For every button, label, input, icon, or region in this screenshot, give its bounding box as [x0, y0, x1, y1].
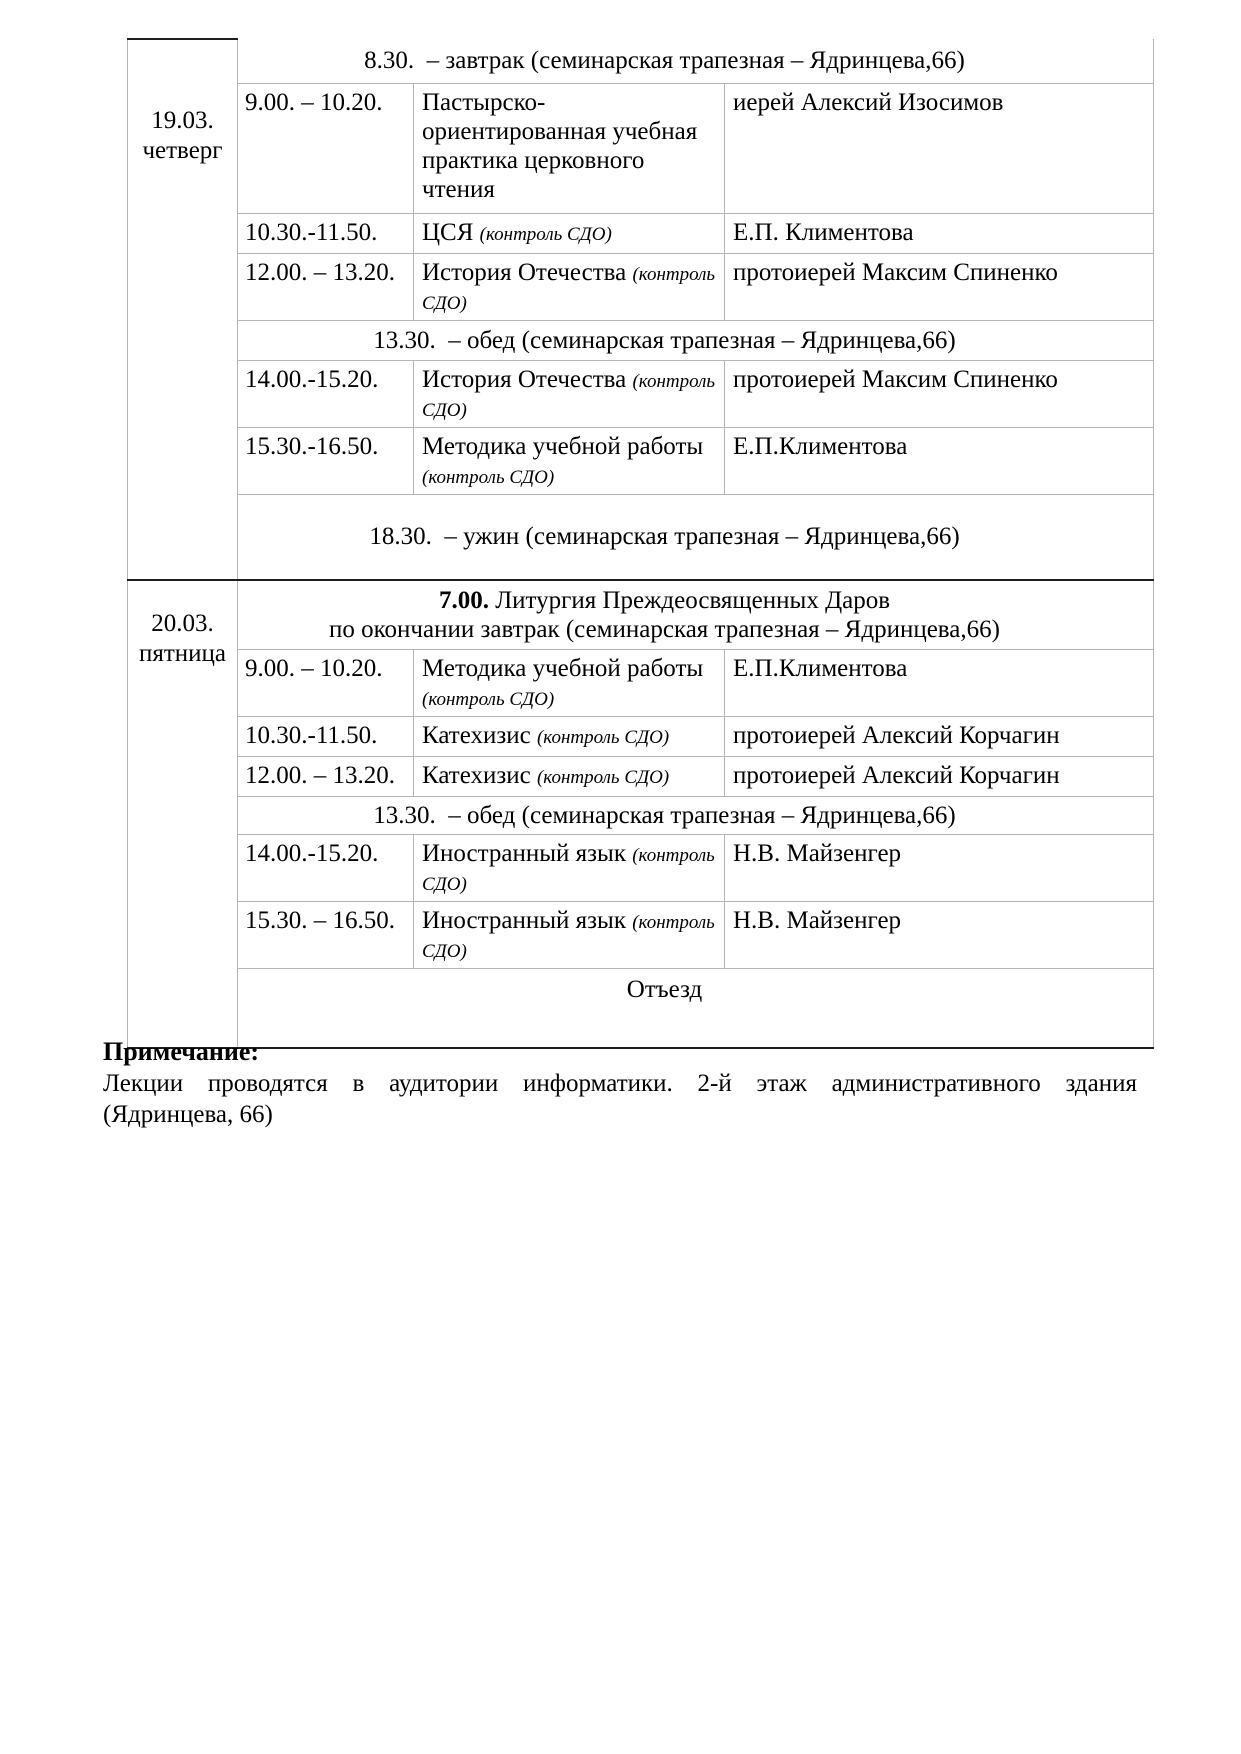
- time-cell: 14.00.-15.20.: [238, 360, 414, 427]
- subject-name: Иностранный язык: [422, 906, 626, 934]
- liturgy-text: Литургия Преждеосвященных Даров: [495, 586, 891, 614]
- time-cell: 12.00. – 13.20.: [238, 756, 414, 796]
- note-block: [103, 1036, 1137, 1130]
- row-dinner-day1: [128, 494, 1154, 580]
- subject-name: Методика учебной работы: [422, 432, 704, 460]
- subject-cell: [414, 649, 725, 716]
- subject-name: Методика учебной работы: [422, 654, 704, 682]
- lesson-row: [128, 83, 1154, 213]
- day-cell-20-03: [128, 580, 238, 1048]
- liturgy-line1: [246, 586, 1083, 615]
- time-cell: 10.30.-11.50.: [238, 213, 414, 253]
- time-cell: 10.30.-11.50.: [238, 716, 414, 756]
- sdo-note: (контроль СДО): [422, 466, 555, 488]
- subject-cell: [414, 253, 725, 320]
- subject-name: История Отечества: [422, 365, 627, 393]
- row-lunch-day1: [128, 320, 1154, 360]
- teacher-cell: Н.В. Майзенгер: [725, 901, 1154, 968]
- lesson-row: [128, 213, 1154, 253]
- time-cell: 9.00. – 10.20.: [238, 83, 414, 213]
- teacher-cell: Е.П.Климентова: [725, 649, 1154, 716]
- subject-name: Катехизис: [422, 721, 531, 749]
- schedule-table: [127, 38, 1154, 1049]
- note-title: Примечание:: [103, 1037, 260, 1066]
- sdo-note: (контроль СДО): [536, 726, 670, 748]
- sdo-note: (контроль СДО): [536, 766, 670, 788]
- day-cell-19-03: [128, 39, 238, 580]
- time-cell: 14.00.-15.20.: [238, 834, 414, 901]
- teacher-cell: протоиерей Максим Спиненко: [725, 360, 1154, 427]
- subject-cell: [414, 360, 725, 427]
- lesson-row: [128, 901, 1154, 968]
- lesson-row: [128, 427, 1154, 494]
- sdo-note: (контроль СДО): [422, 844, 715, 895]
- sdo-note: (контроль СДО): [479, 223, 612, 245]
- sdo-note: (контроль СДО): [422, 370, 716, 421]
- meal-banner-lunch: 13.30. – обед (семинарская трапезная – Ядринцева,66): [238, 320, 1154, 360]
- teacher-cell: иерей Алексий Изосимов: [725, 83, 1154, 213]
- lesson-row: [128, 716, 1154, 756]
- subject-cell: [414, 213, 725, 253]
- subject-cell: [414, 901, 725, 968]
- liturgy-line2: по окончании завтрак (семинарская трапезная – Ядринцева,66): [329, 615, 1000, 643]
- row-lunch-day2: [128, 796, 1154, 834]
- day-date: 20.03.: [151, 610, 214, 637]
- departure-banner: Отъезд: [238, 968, 1154, 1048]
- time-cell: 15.30.-16.50.: [238, 427, 414, 494]
- subject-cell: [414, 834, 725, 901]
- lesson-row: [128, 253, 1154, 320]
- note-text-line1: Лекции проводятся в аудитории информатики. 2-й этаж административного здания: [103, 1070, 1137, 1097]
- sdo-note: (контроль СДО): [422, 911, 715, 962]
- sdo-note: (контроль СДО): [422, 688, 555, 710]
- liturgy-time: 7.00.: [438, 586, 489, 614]
- subject-name: Иностранный язык: [422, 839, 626, 867]
- subject-cell: [414, 427, 725, 494]
- subject-name: ЦСЯ: [422, 218, 474, 246]
- subject-cell: [414, 83, 725, 213]
- teacher-cell: Е.П. Климентова: [725, 213, 1154, 253]
- teacher-cell: протоиерей Максим Спиненко: [725, 253, 1154, 320]
- meal-banner-breakfast: 8.30. – завтрак (семинарская трапезная – Ядринцева,66): [238, 39, 1154, 83]
- lesson-row: [128, 756, 1154, 796]
- day-weekday: пятница: [138, 640, 227, 667]
- teacher-cell: протоиерей Алексий Корчагин: [725, 756, 1154, 796]
- time-cell: 9.00. – 10.20.: [238, 649, 414, 716]
- lesson-row: [128, 360, 1154, 427]
- meal-banner-dinner: 18.30. – ужин (семинарская трапезная – Ядринцева,66): [238, 494, 1154, 580]
- meal-banner-lunch: 13.30. – обед (семинарская трапезная – Ядринцева,66): [238, 796, 1154, 834]
- teacher-cell: протоиерей Алексий Корчагин: [725, 716, 1154, 756]
- teacher-cell: Е.П.Климентова: [725, 427, 1154, 494]
- subject-name: Пастырско-ориентированная учебная практика церковного чтения: [422, 88, 698, 203]
- note-text-line2: (Ядринцева, 66): [103, 1101, 273, 1128]
- row-breakfast-day1: [128, 39, 1154, 83]
- row-liturgy-day2: [128, 580, 1154, 649]
- subject-name: Катехизис: [422, 761, 531, 789]
- time-cell: 15.30. – 16.50.: [238, 901, 414, 968]
- time-cell: 12.00. – 13.20.: [238, 253, 414, 320]
- subject-cell: [414, 756, 725, 796]
- sdo-note: (контроль СДО): [422, 263, 716, 314]
- lesson-row: [128, 834, 1154, 901]
- day-weekday: четверг: [142, 137, 223, 164]
- teacher-cell: Н.В. Майзенгер: [725, 834, 1154, 901]
- day-date: 19.03.: [151, 107, 214, 134]
- subject-name: История Отечества: [422, 258, 627, 286]
- subject-cell: [414, 716, 725, 756]
- liturgy-banner: [238, 580, 1154, 649]
- lesson-row: [128, 649, 1154, 716]
